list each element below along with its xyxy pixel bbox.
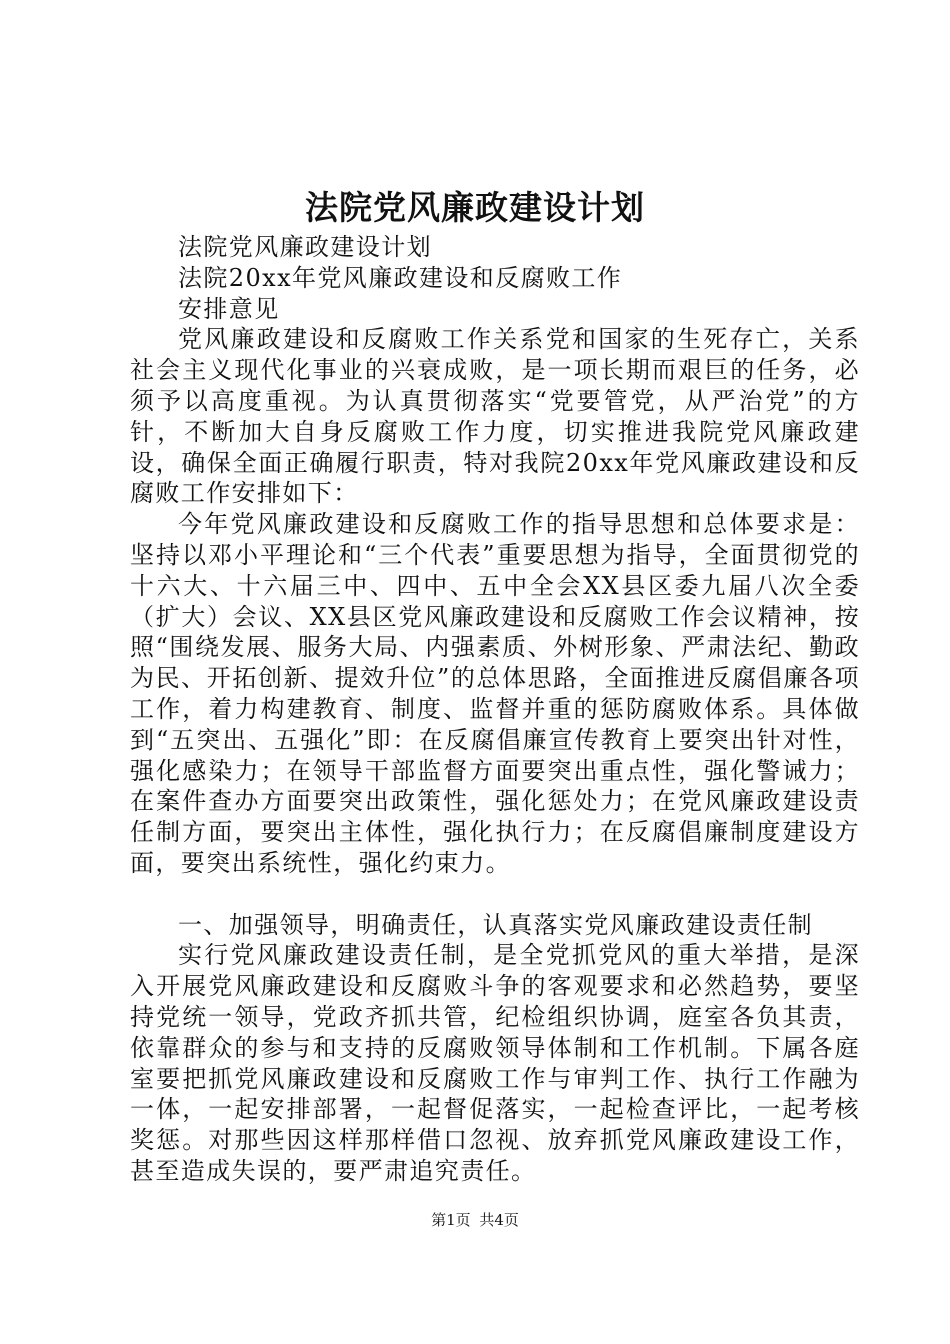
- page-number: 第1页: [431, 1211, 471, 1229]
- body-paragraph: 今年党风廉政建设和反腐败工作的指导思想和总体要求是：坚持以邓小平理论和“三个代表”重要思想为指导，全面贯彻党的十六大、十六届三中、四中、五中全会XX县区委九届八次全委（扩大）会议、XX县区党风廉政建设和反腐败工作会议精神，按照“围绕发展、服务大局、内强素质、外树形象、严肃法纪、勤政为民、开拓创新、提效升位”的总体思路，全面推进反腐倡廉各项工作，着力构建教育、制度、监督并重的惩防腐败体系。具体做到“五突出、五强化”即：在反腐倡廉宣传教育上要突出针对性，强化感染力；在领导干部监督方面要突出重点性，强化警诫力；在案件查办方面要突出政策性，强化惩处力；在党风廉政建设责任制方面，要突出主体性，强化执行力；在反腐倡廉制度建设方面，要突出系统性，强化约束力。: [130, 510, 860, 877]
- heading-line: 法院20xx年党风廉政建设和反腐败工作: [178, 263, 623, 292]
- body-paragraph: 实行党风廉政建设责任制，是全党抓党风的重大举措，是深入开展党风廉政建设和反腐败斗争的客观要求和必然趋势，要坚持党统一领导，党政齐抓共管，纪检组织协调，庭室各负其责，依靠群众的参与和支持的反腐败领导体制和工作机制。下属各庭室要把抓党风廉政建设和反腐败工作与审判工作、执行工作融为一体，一起安排部署，一起督促落实，一起检查评比，一起考核奖惩。对那些因这样那样借口忽视、放弃抓党风廉政建设工作，甚至造成失误的，要严肃追究责任。: [130, 941, 860, 1185]
- section-heading: 一、加强领导，明确责任，认真落实党风廉政建设责任制: [178, 910, 813, 939]
- blank-line: [130, 879, 860, 910]
- subtitle-line: 法院党风廉政建设计划: [178, 233, 432, 261]
- page-title: 法院党风廉政建设计划: [305, 188, 645, 227]
- page-total: 共4页: [479, 1211, 519, 1229]
- page-footer: [0, 1210, 950, 1230]
- heading-line: 安排意见: [178, 294, 280, 323]
- body-paragraph: 党风廉政建设和反腐败工作关系党和国家的生死存亡，关系社会主义现代化事业的兴衰成败，是一项长期而艰巨的任务，必须予以高度重视。为认真贯彻落实“党要管党，从严治党”的方针，不断加大自身反腐败工作力度，切实推进我院党风廉政建设，确保全面正确履行职责，特对我院20xx年党风廉政建设和反腐败工作安排如下：: [130, 325, 860, 508]
- document-body: [130, 232, 860, 1187]
